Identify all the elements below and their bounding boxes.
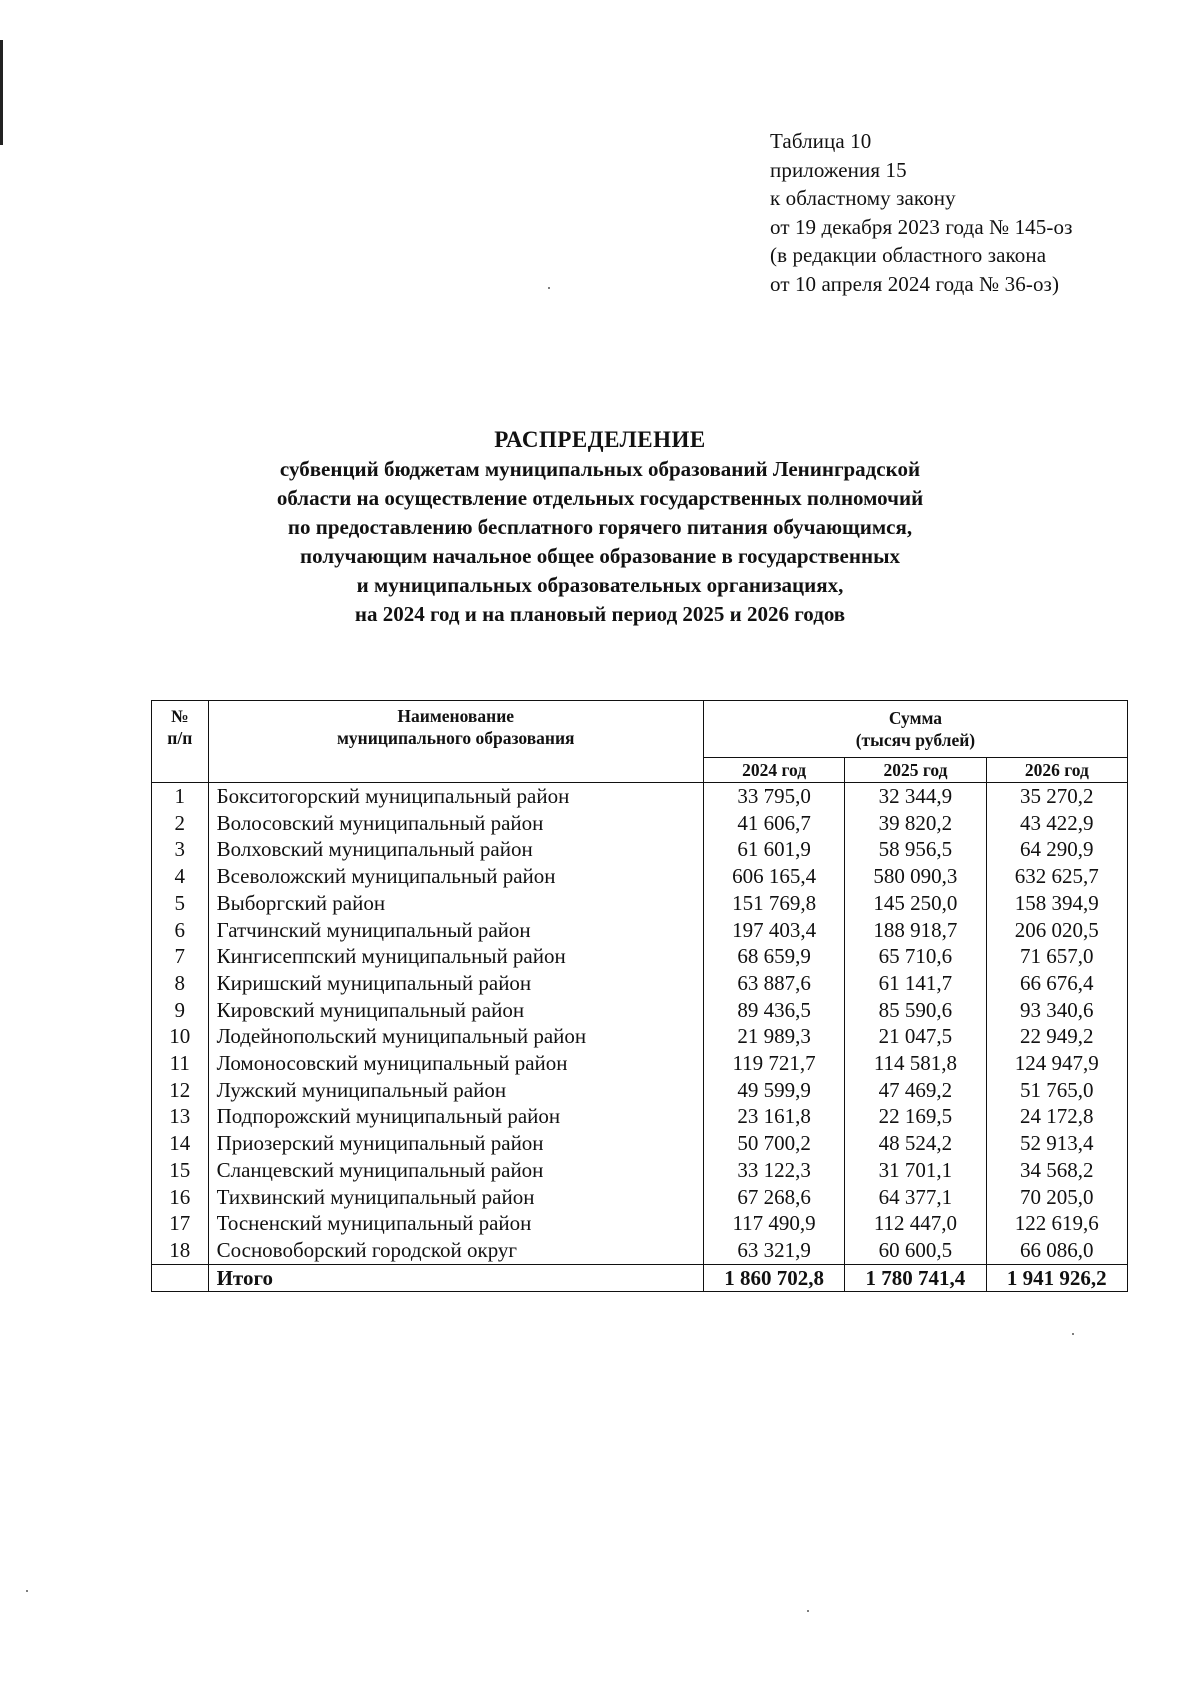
row-value-2024: 33 122,3 — [703, 1157, 844, 1184]
row-number: 5 — [152, 890, 209, 917]
row-number: 6 — [152, 917, 209, 944]
header-sum — [703, 701, 1127, 758]
row-number: 11 — [152, 1050, 209, 1077]
row-value-2024: 63 887,6 — [703, 970, 844, 997]
scan-speck — [548, 287, 550, 289]
row-municipality-name: Тихвинский муниципальный район — [208, 1184, 703, 1211]
row-value-2024: 117 490,9 — [703, 1210, 844, 1237]
row-number: 4 — [152, 863, 209, 890]
row-value-2025: 39 820,2 — [845, 810, 986, 837]
table-row — [152, 1077, 1128, 1104]
row-municipality-name: Выборгский район — [208, 890, 703, 917]
header-num-line1: № — [171, 706, 189, 726]
row-value-2024: 63 321,9 — [703, 1237, 844, 1264]
row-value-2025: 61 141,7 — [845, 970, 986, 997]
row-municipality-name: Сосновоборский городской округ — [208, 1237, 703, 1264]
row-value-2024: 197 403,4 — [703, 917, 844, 944]
row-value-2024: 61 601,9 — [703, 836, 844, 863]
row-number: 16 — [152, 1184, 209, 1211]
row-number: 9 — [152, 997, 209, 1024]
row-municipality-name: Всеволожский муниципальный район — [208, 863, 703, 890]
row-value-2025: 145 250,0 — [845, 890, 986, 917]
row-number: 3 — [152, 836, 209, 863]
approval-note-line: приложения 15 — [770, 157, 907, 182]
header-name-line1: Наименование — [397, 706, 515, 726]
row-value-2026: 64 290,9 — [986, 836, 1127, 863]
row-value-2025: 32 344,9 — [845, 783, 986, 810]
table-row — [152, 890, 1128, 917]
row-municipality-name: Лодейнопольский муниципальный район — [208, 1023, 703, 1050]
table-row — [152, 1210, 1128, 1237]
row-value-2025: 58 956,5 — [845, 836, 986, 863]
header-year-2025: 2025 год — [845, 758, 986, 783]
row-value-2025: 188 918,7 — [845, 917, 986, 944]
row-municipality-name: Тосненский муниципальный район — [208, 1210, 703, 1237]
row-value-2026: 206 020,5 — [986, 917, 1127, 944]
approval-note-line: Таблица 10 — [770, 129, 872, 153]
header-name-line2: муниципального образования — [336, 728, 575, 748]
total-row — [152, 1264, 1128, 1292]
approval-note-line: от 10 апреля 2024 года № 36-оз) — [770, 271, 1060, 296]
table-row — [152, 810, 1128, 837]
row-value-2025: 64 377,1 — [845, 1184, 986, 1211]
scan-speck — [807, 1610, 809, 1612]
table-row — [152, 917, 1128, 944]
table-row — [152, 943, 1128, 970]
table-row — [152, 863, 1128, 890]
row-number: 8 — [152, 970, 209, 997]
row-number: 2 — [152, 810, 209, 837]
distribution-table — [151, 700, 1128, 1292]
row-value-2026: 71 657,0 — [986, 943, 1127, 970]
row-value-2026: 35 270,2 — [986, 783, 1127, 810]
subtitle-line: получающим начальное общее образование в государственных — [300, 544, 900, 568]
scan-speck — [26, 1590, 28, 1592]
row-value-2025: 112 447,0 — [845, 1210, 986, 1237]
row-number: 13 — [152, 1103, 209, 1130]
header-num — [152, 701, 209, 783]
table-row — [152, 783, 1128, 810]
row-value-2026: 124 947,9 — [986, 1050, 1127, 1077]
row-municipality-name: Приозерский муниципальный район — [208, 1130, 703, 1157]
title-subtitle — [150, 455, 1050, 629]
subtitle-line: области на осуществление отдельных государственных полномочий — [276, 486, 924, 510]
row-value-2024: 151 769,8 — [703, 890, 844, 917]
header-num-line2: п/п — [167, 728, 193, 748]
row-value-2024: 68 659,9 — [703, 943, 844, 970]
row-municipality-name: Бокситогорский муниципальный район — [208, 783, 703, 810]
total-2026: 1 941 926,2 — [986, 1264, 1127, 1292]
total-2024: 1 860 702,8 — [703, 1264, 844, 1292]
table-row — [152, 1103, 1128, 1130]
row-municipality-name: Кингисеппский муниципальный район — [208, 943, 703, 970]
row-value-2025: 114 581,8 — [845, 1050, 986, 1077]
row-value-2025: 22 169,5 — [845, 1103, 986, 1130]
scan-edge-mark — [0, 40, 3, 145]
row-value-2025: 47 469,2 — [845, 1077, 986, 1104]
row-value-2026: 22 949,2 — [986, 1023, 1127, 1050]
row-value-2024: 41 606,7 — [703, 810, 844, 837]
row-number: 1 — [152, 783, 209, 810]
row-value-2026: 51 765,0 — [986, 1077, 1127, 1104]
row-value-2026: 66 676,4 — [986, 970, 1127, 997]
row-value-2024: 21 989,3 — [703, 1023, 844, 1050]
subtitle-line: и муниципальных образовательных организациях, — [356, 573, 844, 597]
row-value-2026: 93 340,6 — [986, 997, 1127, 1024]
approval-note-line: (в редакции областного закона — [770, 243, 1047, 267]
row-value-2025: 60 600,5 — [845, 1237, 986, 1264]
row-municipality-name: Сланцевский муниципальный район — [208, 1157, 703, 1184]
row-value-2025: 65 710,6 — [845, 943, 986, 970]
row-value-2024: 49 599,9 — [703, 1077, 844, 1104]
row-value-2026: 34 568,2 — [986, 1157, 1127, 1184]
header-sum-line2: (тысяч рублей) — [855, 730, 976, 750]
total-label: Итого — [208, 1264, 703, 1292]
title-main: РАСПРЕДЕЛЕНИЕ — [494, 427, 706, 452]
row-value-2024: 67 268,6 — [703, 1184, 844, 1211]
table-row — [152, 1130, 1128, 1157]
header-year-2026: 2026 год — [986, 758, 1127, 783]
approval-note-line: от 19 декабря 2023 года № 145-оз — [770, 214, 1073, 239]
row-value-2025: 21 047,5 — [845, 1023, 986, 1050]
row-value-2024: 89 436,5 — [703, 997, 844, 1024]
row-value-2026: 66 086,0 — [986, 1237, 1127, 1264]
row-number: 14 — [152, 1130, 209, 1157]
row-value-2025: 48 524,2 — [845, 1130, 986, 1157]
row-municipality-name: Лужский муниципальный район — [208, 1077, 703, 1104]
row-value-2026: 43 422,9 — [986, 810, 1127, 837]
row-number: 7 — [152, 943, 209, 970]
document-title — [150, 425, 1050, 629]
row-number: 10 — [152, 1023, 209, 1050]
row-value-2026: 70 205,0 — [986, 1184, 1127, 1211]
approval-note-line: к областному закону — [770, 186, 956, 210]
row-value-2026: 24 172,8 — [986, 1103, 1127, 1130]
row-value-2024: 606 165,4 — [703, 863, 844, 890]
document-approval-note — [770, 127, 1072, 298]
subtitle-line: по предоставлению бесплатного горячего питания обучающимся, — [287, 515, 913, 539]
row-number: 12 — [152, 1077, 209, 1104]
row-value-2024: 50 700,2 — [703, 1130, 844, 1157]
table-row — [152, 1237, 1128, 1264]
header-sum-line1: Сумма — [888, 708, 943, 728]
header-name — [208, 701, 703, 783]
subtitle-line: субвенций бюджетам муниципальных образований Ленинградской — [279, 457, 921, 481]
row-value-2026: 632 625,7 — [986, 863, 1127, 890]
table-row — [152, 1184, 1128, 1211]
table-row — [152, 1023, 1128, 1050]
row-value-2024: 33 795,0 — [703, 783, 844, 810]
table-row — [152, 1157, 1128, 1184]
row-value-2026: 158 394,9 — [986, 890, 1127, 917]
table-row — [152, 836, 1128, 863]
row-value-2026: 122 619,6 — [986, 1210, 1127, 1237]
row-value-2025: 580 090,3 — [845, 863, 986, 890]
row-value-2026: 52 913,4 — [986, 1130, 1127, 1157]
row-municipality-name: Кировский муниципальный район — [208, 997, 703, 1024]
row-value-2024: 119 721,7 — [703, 1050, 844, 1077]
row-value-2025: 85 590,6 — [845, 997, 986, 1024]
row-municipality-name: Киришский муниципальный район — [208, 970, 703, 997]
row-municipality-name: Волховский муниципальный район — [208, 836, 703, 863]
header-year-2024: 2024 год — [703, 758, 844, 783]
total-num-cell — [152, 1264, 209, 1292]
row-municipality-name: Подпорожский муниципальный район — [208, 1103, 703, 1130]
row-municipality-name: Ломоносовский муниципальный район — [208, 1050, 703, 1077]
row-value-2025: 31 701,1 — [845, 1157, 986, 1184]
row-number: 15 — [152, 1157, 209, 1184]
subtitle-line: на 2024 год и на плановый период 2025 и 2026 годов — [354, 602, 846, 626]
total-2025: 1 780 741,4 — [845, 1264, 986, 1292]
row-number: 17 — [152, 1210, 209, 1237]
table-row — [152, 997, 1128, 1024]
row-municipality-name: Гатчинский муниципальный район — [208, 917, 703, 944]
row-value-2024: 23 161,8 — [703, 1103, 844, 1130]
table-row — [152, 1050, 1128, 1077]
row-number: 18 — [152, 1237, 209, 1264]
row-municipality-name: Волосовский муниципальный район — [208, 810, 703, 837]
scan-speck — [1072, 1333, 1074, 1335]
table-row — [152, 970, 1128, 997]
